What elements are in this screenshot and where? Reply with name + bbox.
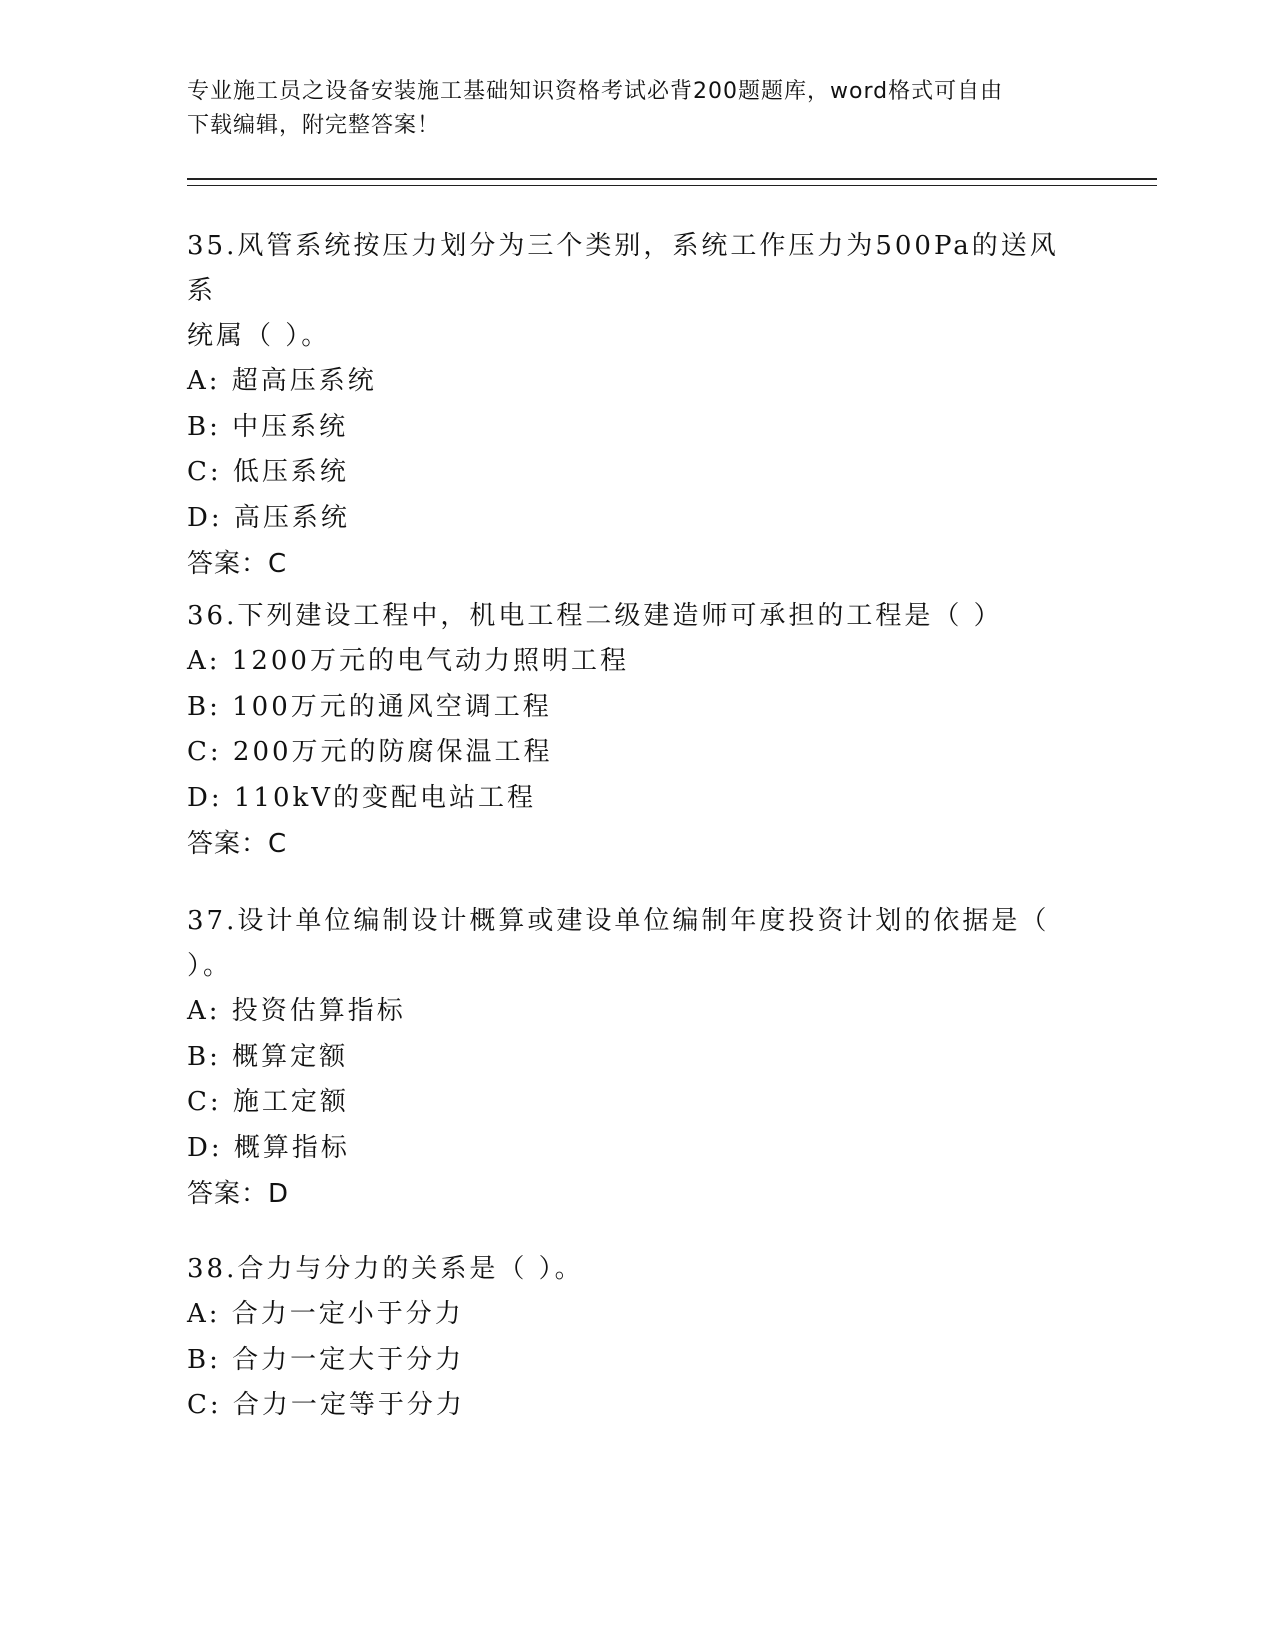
option-d: D: 高压系统 — [187, 502, 350, 533]
option-c: C: 施工定额 — [187, 1087, 349, 1117]
header-divider — [187, 178, 1157, 186]
option-b: B: 100万元的通风空调工程 — [187, 691, 552, 722]
question-stem-line: 38.合力与分力的关系是（ ）。 — [187, 1254, 584, 1284]
option-c: C: 合力一定等于分力 — [187, 1390, 465, 1420]
question-36 — [187, 594, 1067, 867]
option-a: A: 超高压系统 — [187, 366, 377, 396]
option-a: A: 1200万元的电气动力照明工程 — [187, 646, 629, 676]
answer-line: 答案：D — [187, 1179, 290, 1209]
option-d: D: 110kV的变配电站工程 — [187, 782, 537, 813]
option-b: B: 中压系统 — [187, 411, 349, 442]
option-a: A: 合力一定小于分力 — [187, 1299, 464, 1329]
document-header — [187, 75, 1087, 143]
answer-line: 答案：C — [187, 829, 288, 859]
question-37 — [187, 899, 1067, 1217]
question-stem-line: 36.下列建设工程中，机电工程二级建造师可承担的工程是（ ） — [187, 601, 1003, 631]
question-stem-line: 37.设计单位编制设计概算或建设单位编制年度投资计划的依据是（ — [187, 906, 1050, 936]
question-38 — [187, 1247, 1067, 1429]
question-stem-line: 统属（ ）。 — [187, 321, 331, 351]
answer-line: 答案：C — [187, 549, 288, 579]
option-d: D: 概算指标 — [187, 1132, 350, 1163]
option-b: B: 合力一定大于分力 — [187, 1344, 465, 1375]
question-35 — [187, 224, 1067, 587]
header-line: 下载编辑，附完整答案！ — [187, 113, 441, 138]
question-stem-line: ）。 — [187, 951, 233, 981]
option-c: C: 200万元的防腐保温工程 — [187, 737, 553, 767]
option-b: B: 概算定额 — [187, 1041, 349, 1072]
option-a: A: 投资估算指标 — [187, 996, 406, 1026]
question-stem-line: 35.风管系统按压力划分为三个类别，系统工作压力为500Pa的送风系 — [187, 231, 1059, 306]
header-line: 专业施工员之设备安装施工基础知识资格考试必背200题题库，word格式可自由 — [187, 79, 1004, 104]
option-c: C: 低压系统 — [187, 457, 349, 487]
